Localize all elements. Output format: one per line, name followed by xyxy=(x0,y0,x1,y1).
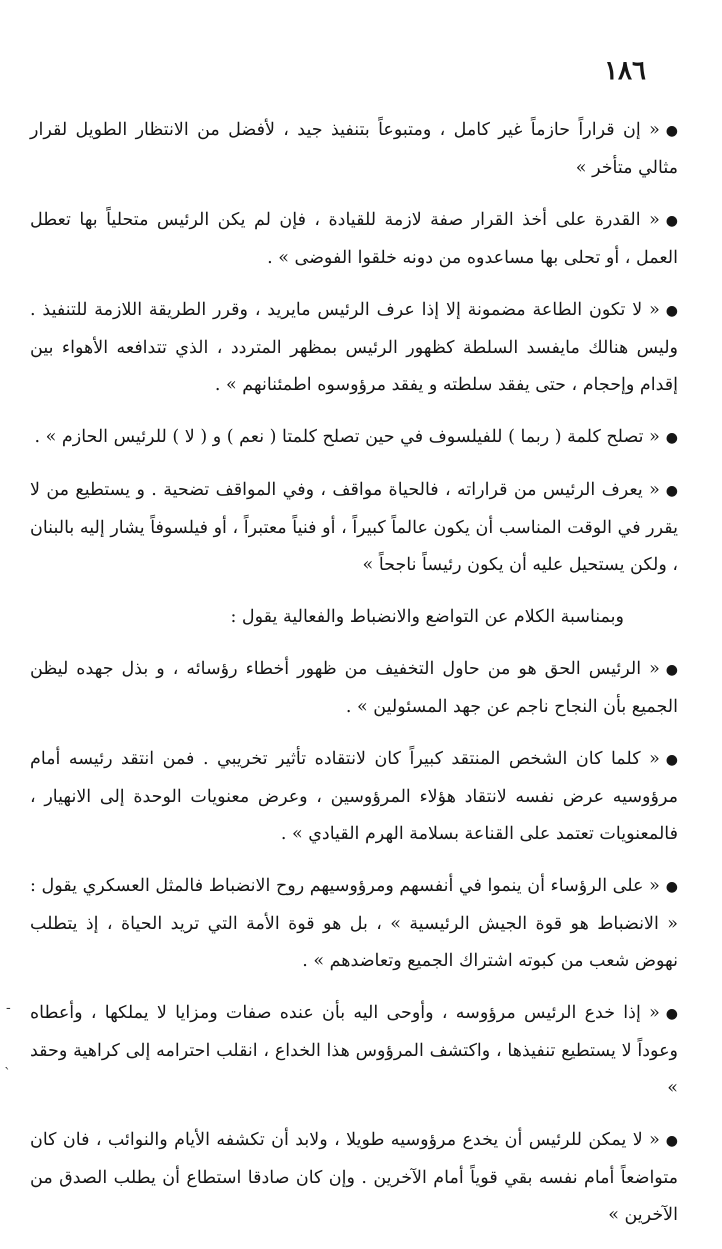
quote-paragraph xyxy=(30,292,678,404)
scan-speck: ` xyxy=(4,1066,11,1082)
quote-text: « لا يمكن للرئيس أن يخدع مرؤوسيه طويلا ، ولابد أن تكشفه الأيام والنوائب ، فان كان متواضعاً أمام نفسه بقي قوياً أمام الآخرين . وإن كان صادقا استطاع أن يطلب الصدق من الآخرين » xyxy=(30,1130,678,1225)
bullet-icon: ● xyxy=(665,483,678,499)
bullet-icon: ● xyxy=(665,1133,678,1149)
quote-text: « إذا خدع الرئيس مرؤوسه ، وأوحى اليه بأن عنده صفات ومزايا لا يملكها ، وأعطاه وعوداً لا يستطيع تنفيذها ، واكتشف المرؤوس هذا الخداع ، انقلب احترامه إلى كراهية وحقد » xyxy=(30,1003,678,1098)
quote-text: « تصلح كلمة ( ربما ) للفيلسوف في حين تصلح كلمتا ( نعم ) و ( لا ) للرئيس الحازم » . xyxy=(34,427,660,447)
bullet-icon: ● xyxy=(665,303,678,319)
quote-text: « إن قراراً حازماً غير كامل ، ومتبوعاً بتنفيذ جيد ، لأفضل من الانتظار الطويل لقرار مثالي متأخر » xyxy=(30,120,678,178)
bullet-icon: ● xyxy=(665,213,678,229)
quote-paragraph xyxy=(30,868,678,980)
quote-text: « القدرة على أخذ القرار صفة لازمة للقيادة ، فإن لم يكن الرئيس متحلياً بها تعطل العمل ، أو تحلى بها مساعدوه من دونه خلقوا الفوضى » . xyxy=(30,210,678,268)
quote-text: « على الرؤساء أن ينموا في أنفسهم ومرؤوسيهم روح الانضباط فالمثل العسكري يقول : « الانضباط هو قوة الجيش الرئيسية » ، بل هو قوة الأمة التي تريد الحياة ، إذ يتطلب نهوض شعب من كبوته اشتراك الجميع وتعاضدهم » . xyxy=(30,876,678,971)
page-number: ١٨٦ xyxy=(604,56,646,86)
intro-line: وبمناسبة الكلام عن التواضع والانضباط والفعالية يقول : xyxy=(230,607,624,627)
quote-paragraph xyxy=(30,741,678,853)
quote-paragraph xyxy=(30,472,678,584)
quote-text: « كلما كان الشخص المنتقد كبيراً كان لانتقاده تأثير تخريبي . فمن انتقد رئيسه أمام مرؤوسيه عرض نفسه لانتقاد هؤلاء المرؤوسين ، وعرض معنويات الوحدة إلى الانهيار ، فالمعنويات تعتمد على القناعة بسلامة الهرم القيادي » . xyxy=(30,749,678,844)
quote-paragraph xyxy=(30,651,678,726)
bullet-icon: ● xyxy=(665,1006,678,1022)
bullet-icon: ● xyxy=(665,123,678,139)
quote-paragraph xyxy=(30,112,678,187)
bullet-icon: ● xyxy=(665,430,678,446)
bullet-icon: ● xyxy=(665,879,678,895)
quote-text: « لا تكون الطاعة مضمونة إلا إذا عرف الرئيس مايريد ، وقرر الطريقة اللازمة للتنفيذ . وليس هنالك مايفسد السلطة كظهور الرئيس بمظهر المتردد ، الذي تتدافعه الأهواء بين إقدام وإحجام ، حتى يفقد سلطته و يفقد مرؤوسوه اطمئنانهم » . xyxy=(30,300,678,395)
quote-paragraph xyxy=(30,202,678,277)
quote-paragraph xyxy=(30,1122,678,1234)
quote-text: « يعرف الرئيس من قراراته ، فالحياة مواقف ، وفي المواقف تضحية . و يستطيع من لا يقرر في الوقت المناسب أن يكون عالماً كبيراً ، أو فنياً معتبراً ، أو فيلسوفاً يشار إليه بالبنان ، ولكن يستحيل عليه أن يكون رئيساً ناجحاً » xyxy=(30,480,678,575)
quote-paragraph xyxy=(30,419,678,457)
page-body xyxy=(30,112,678,1249)
scan-speck: - xyxy=(6,1000,11,1016)
quote-text: « الرئيس الحق هو من حاول التخفيف من ظهور أخطاء رؤسائه ، و بذل جهده ليظن الجميع بأن النجاح ناجم عن جهد المسئولين » . xyxy=(30,659,678,717)
quote-paragraph xyxy=(30,995,678,1107)
bullet-icon: ● xyxy=(665,752,678,768)
bullet-icon: ● xyxy=(665,662,678,678)
